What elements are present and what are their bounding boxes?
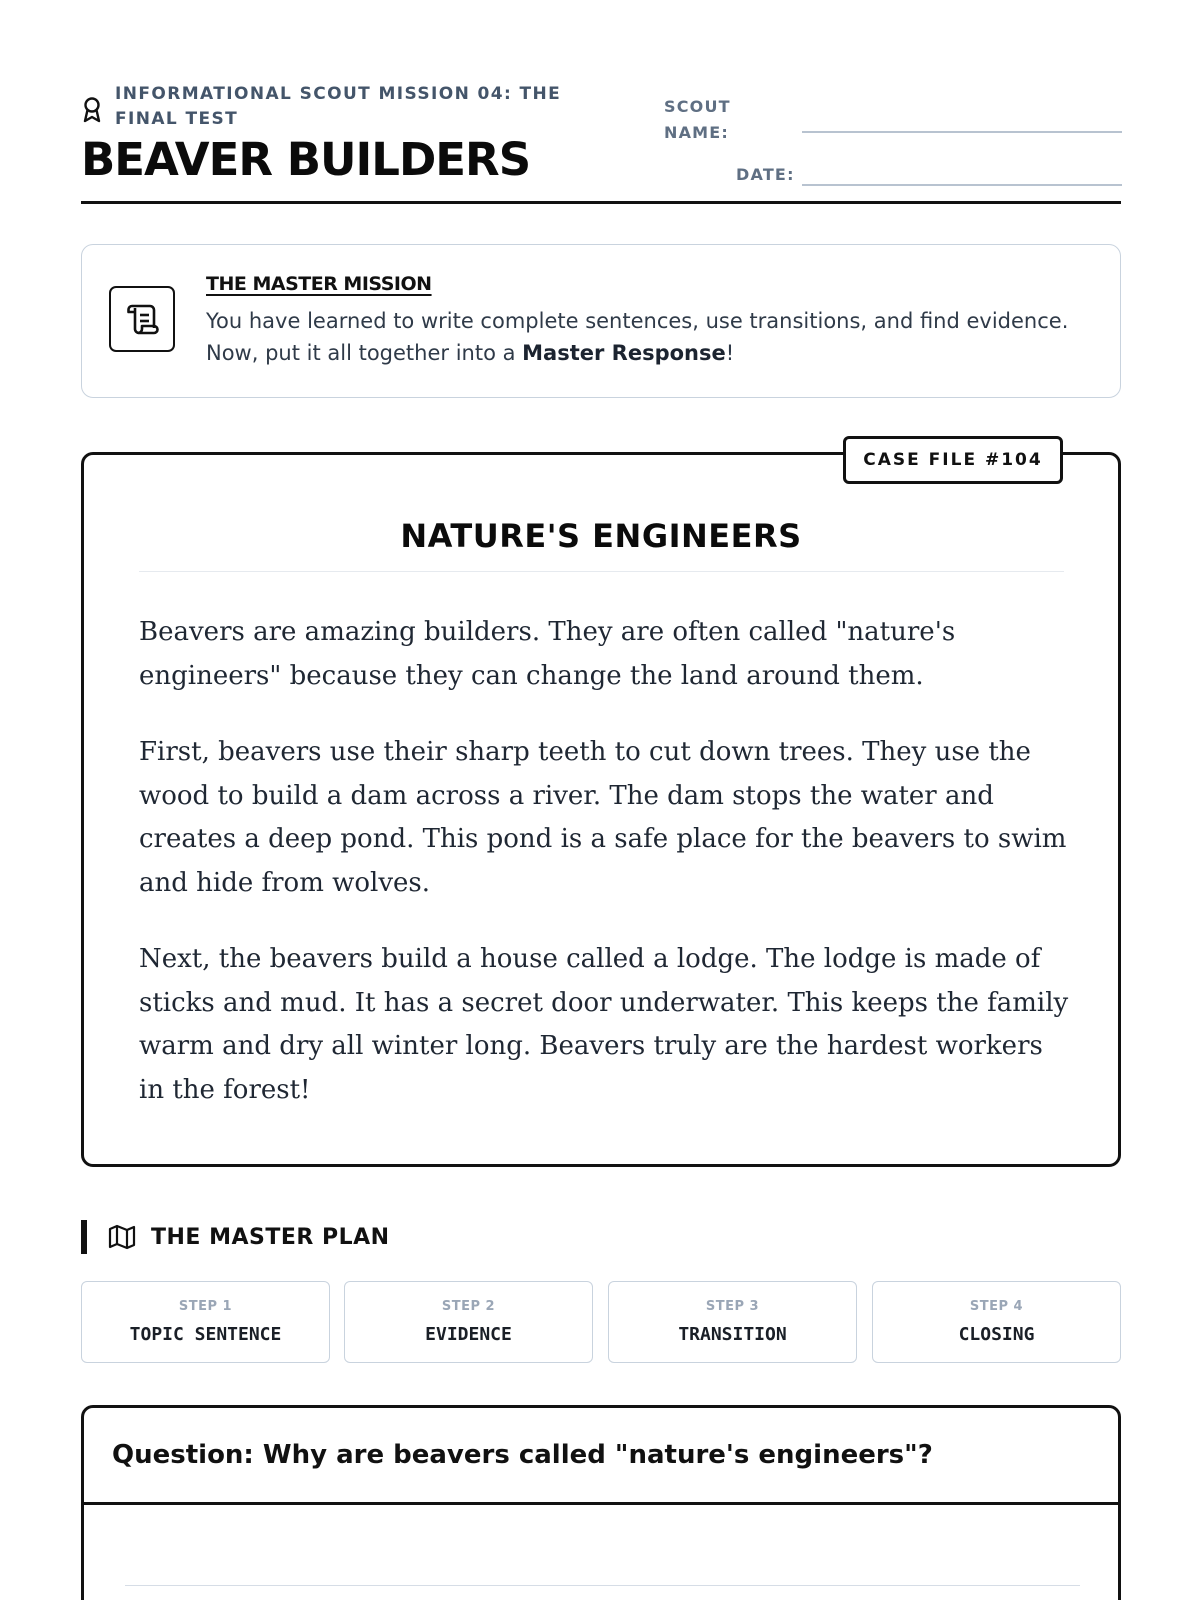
step-number: STEP 1 [178, 1299, 233, 1314]
mission-line [81, 82, 621, 132]
mission-text-end: ! [725, 341, 735, 365]
article-body [139, 611, 1074, 1145]
step-number: STEP 2 [441, 1299, 496, 1314]
step-name: TRANSITION [678, 1324, 787, 1345]
mission-text-start: You have learned to write complete sentences, use transitions, and find evidence. Now, put it all together into a [206, 309, 1069, 365]
answer-line[interactable] [125, 1585, 1080, 1586]
date-field[interactable] [802, 184, 1122, 186]
question-card [81, 1405, 1121, 1600]
map-icon [107, 1223, 137, 1251]
scroll-icon [123, 300, 161, 338]
article-paragraph: First, beavers use their sharp teeth to cut down trees. They use the wood to build a dam across a river. The dam stops the water and creates a deep pond. This pond is a safe place for the beavers to swim and hide from wolves. [139, 737, 1067, 898]
plan-steps [81, 1281, 1121, 1363]
step-name: TOPIC SENTENCE [129, 1324, 282, 1345]
case-file-tab: CASE FILE #104 [843, 436, 1063, 484]
step-card-closing [872, 1281, 1121, 1363]
master-plan-heading [81, 1220, 390, 1254]
step-card-transition [608, 1281, 857, 1363]
step-name: EVIDENCE [425, 1324, 512, 1345]
scroll-icon-frame [109, 286, 175, 352]
master-mission-text [206, 305, 1106, 369]
mission-label: INFORMATIONAL SCOUT MISSION 04: THE FINAL TEST [115, 84, 562, 129]
question-divider [84, 1502, 1118, 1505]
award-ribbon-icon [81, 96, 103, 124]
question-text: Question: Why are beavers called "nature's engineers"? [112, 1440, 933, 1470]
master-mission-box [81, 244, 1121, 398]
step-name: CLOSING [958, 1324, 1035, 1345]
article-title: NATURE'S ENGINEERS [400, 517, 802, 555]
scout-name-field[interactable] [802, 131, 1122, 133]
worksheet-header [81, 78, 1121, 204]
master-plan-title: THE MASTER PLAN [151, 1224, 390, 1250]
case-file-card [81, 452, 1121, 1167]
article-paragraph: Next, the beavers build a house called a lodge. The lodge is made of sticks and mud. It has a secret door underwater. This keeps the family warm and dry all winter long. Beavers truly are the hardest workers in the forest! [139, 944, 1069, 1105]
page-title: BEAVER BUILDERS [81, 133, 531, 186]
article-paragraph: Beavers are amazing builders. They are often called "nature's engineers" because they can change the land around them. [139, 617, 956, 691]
master-mission-heading: THE MASTER MISSION [206, 273, 432, 295]
step-card-evidence [344, 1281, 593, 1363]
article-divider [139, 571, 1064, 572]
step-number: STEP 4 [969, 1299, 1024, 1314]
mission-text-bold: Master Response [522, 341, 726, 365]
section-accent-bar [81, 1220, 87, 1254]
step-number: STEP 3 [705, 1299, 760, 1314]
date-label: DATE: [736, 165, 795, 184]
step-card-topic-sentence [81, 1281, 330, 1363]
scout-name-label: SCOUT NAME: [664, 97, 731, 142]
